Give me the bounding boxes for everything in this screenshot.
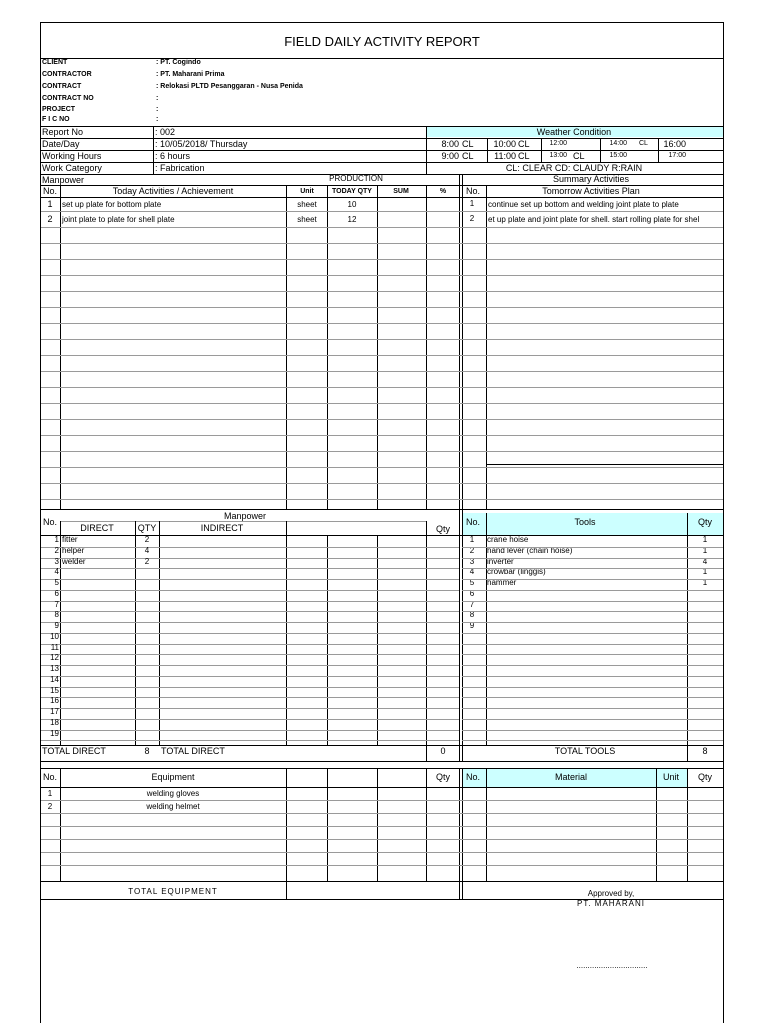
grid-line-h	[41, 881, 723, 882]
equipment-row-name: welding helmet	[146, 802, 200, 811]
grid-line-v	[487, 138, 488, 162]
tools-row-name: hand lever (chain hoise)	[487, 545, 573, 555]
manpower-row-qty: 2	[144, 556, 150, 566]
tools-row-no: 1	[469, 535, 475, 544]
tools-row-qty: 1	[702, 535, 708, 544]
grid-line-h	[462, 697, 723, 698]
manpower-no-header: No.	[42, 517, 58, 527]
equipment-row-no: 2	[47, 802, 53, 811]
grid-line-h	[462, 568, 723, 569]
manpower-row-no: 11	[50, 642, 59, 652]
qty-header: QTY	[137, 523, 157, 533]
grid-line-v	[600, 138, 601, 162]
manpower-row-no: 14	[50, 674, 59, 684]
grid-line-h	[41, 387, 723, 388]
manpower-row-no: 1	[54, 535, 59, 544]
activity-no: 2	[47, 214, 53, 224]
grid-line-h	[41, 435, 723, 436]
manpower-row-no: 10	[50, 631, 59, 641]
project-info-value: : Relokasi PLTD Pesanggaran - Nusa Penida	[156, 83, 303, 90]
grid-line-h	[41, 676, 459, 677]
equipment-row-name: welding gloves	[146, 789, 200, 798]
grid-line-h	[41, 865, 723, 866]
equipment-title: Equipment	[151, 772, 195, 782]
grid-line-h	[41, 800, 723, 801]
grid-line-h	[41, 419, 723, 420]
grid-line-h	[41, 451, 723, 452]
weather-time: 17:00	[668, 152, 686, 159]
total-direct-label: TOTAL DIRECT	[42, 746, 106, 756]
grid-line-h	[462, 665, 723, 666]
grid-line-h	[41, 611, 459, 612]
manpower-row-no: 18	[50, 717, 59, 727]
grid-line-v	[426, 126, 427, 174]
grid-line-h	[462, 654, 723, 655]
grid-line-h	[41, 697, 459, 698]
grid-line-h	[41, 813, 723, 814]
grid-line-h	[462, 730, 723, 731]
grid-line-h	[41, 730, 459, 731]
approver-company: PT. MAHARANI	[576, 899, 646, 908]
grid-line-v	[153, 126, 154, 174]
activity-unit: sheet	[297, 215, 317, 224]
grid-line-v	[286, 185, 287, 509]
grid-line-h	[462, 644, 723, 645]
tools-row-qty: 1	[702, 567, 708, 577]
today-qty-header: TODAY QTY	[332, 188, 372, 195]
grid-line-h	[41, 547, 459, 548]
tomorrow-text: continue set up bottom and welding joint plate to plate	[488, 200, 679, 209]
tomorrow-activities-header: Tomorrow Activities Plan	[542, 186, 640, 196]
activity-text: set up plate for bottom plate	[62, 200, 162, 209]
manpower-row-no: 3	[54, 556, 59, 566]
total-indirect-value: 0	[440, 746, 446, 756]
grid-line-h	[462, 558, 723, 559]
project-info-label: F I C NO	[42, 116, 70, 123]
grid-line-h	[41, 761, 723, 762]
grid-line-v	[377, 535, 378, 745]
grid-line-h	[41, 852, 723, 853]
manpower-row-no: 5	[54, 578, 59, 587]
weather-code: CL	[573, 151, 585, 161]
grid-line-h	[41, 745, 723, 746]
summary-label: Summary Activities	[552, 174, 630, 184]
weather-time: 13:00	[549, 152, 567, 159]
grid-line-h	[41, 227, 723, 228]
direct-header: DIRECT	[80, 523, 114, 533]
tomorrow-no: 2	[469, 214, 475, 223]
grid-line-h	[41, 197, 723, 198]
project-info-value: :	[156, 106, 159, 113]
grid-line-h	[41, 509, 723, 510]
approved-by-label: Approved by,	[587, 889, 635, 898]
material-unit-header: Unit	[662, 772, 680, 782]
manpower-row-no: 7	[54, 599, 59, 609]
grid-line-h	[462, 590, 723, 591]
grid-line-v	[377, 185, 378, 509]
tools-row-no: 8	[469, 610, 475, 620]
tomorrow-no: 1	[469, 199, 475, 208]
project-info-value: :	[156, 116, 159, 123]
tools-row-no: 7	[469, 599, 475, 609]
manpower-row-no: 12	[50, 653, 59, 663]
weather-time: 11:00	[494, 151, 516, 161]
grid-line-v	[687, 513, 688, 761]
project-info-label: CONTRACT NO	[42, 95, 94, 102]
grid-line-h	[41, 467, 723, 468]
tools-row-name: hammer	[487, 578, 517, 587]
weather-time: 8:00	[441, 139, 459, 149]
grid-line-h	[462, 611, 723, 612]
total-equipment-label: TOTAL EQUIPMENT	[128, 887, 218, 896]
grid-line-v	[541, 138, 542, 162]
grid-line-h	[462, 687, 723, 688]
report-info-value: : 002	[155, 127, 176, 137]
manpower-row-no: 15	[50, 685, 59, 695]
today-activities-header: Today Activities / Achievement	[112, 186, 234, 196]
grid-line-h	[462, 579, 723, 580]
tools-row-no: 3	[469, 556, 475, 566]
tools-row-name: inverter	[487, 556, 514, 566]
manpower-row-qty: 2	[144, 535, 150, 544]
weather-code: CL	[639, 140, 648, 147]
weather-time: 12:00	[549, 140, 567, 147]
indirect-qty-header: Qty	[435, 524, 451, 534]
grid-line-h	[41, 644, 459, 645]
manpower-row-qty: 4	[144, 545, 150, 555]
grid-line-h	[41, 150, 723, 151]
tools-no-header: No.	[465, 517, 481, 527]
grid-line-h	[462, 740, 723, 741]
grid-line-h	[41, 323, 723, 324]
activity-qty: 12	[347, 215, 357, 224]
title-bottom-line	[41, 58, 723, 59]
weather-title: Weather Condition	[536, 127, 612, 137]
production-label: PRODUCTION	[329, 174, 383, 183]
grid-line-h	[41, 371, 723, 372]
manpower-label: Manpower	[42, 175, 85, 185]
tools-row-name: crane hoise	[487, 535, 529, 544]
col-no-header: No.	[42, 186, 58, 196]
project-info-value: :	[156, 95, 159, 102]
grid-line-h	[462, 676, 723, 677]
grid-line-h	[41, 826, 723, 827]
equipment-no-header: No.	[42, 772, 58, 782]
weather-code: CL	[518, 139, 530, 149]
tools-row-qty: 1	[702, 545, 708, 555]
weather-code: CL	[518, 151, 530, 161]
grid-line-v	[459, 768, 460, 899]
indirect-header: INDIRECT	[200, 523, 244, 533]
grid-line-v	[327, 535, 328, 745]
activity-qty: 10	[347, 200, 357, 209]
grid-line-h	[41, 665, 459, 666]
report-sheet	[40, 22, 724, 1023]
total-tools-value: 8	[702, 746, 708, 756]
grid-line-h	[41, 601, 459, 602]
grid-line-h	[41, 355, 723, 356]
manpower-row-direct: helper	[62, 545, 85, 555]
report-info-value: : Fabrication	[155, 163, 205, 173]
tools-title: Tools	[574, 517, 596, 527]
manpower-title: Manpower	[223, 511, 267, 521]
equipment-row-no: 1	[47, 789, 53, 798]
manpower-row-no: 8	[54, 610, 59, 620]
grid-line-v	[459, 509, 460, 761]
report-info-label: Working Hours	[42, 151, 102, 161]
report-info-label: Report No	[42, 127, 84, 137]
grid-line-v	[327, 185, 328, 509]
grid-line-h	[41, 291, 723, 292]
grid-line-v	[426, 185, 427, 509]
project-info-label: CLIENT	[42, 59, 68, 66]
tools-row-no: 4	[469, 567, 475, 577]
equipment-qty-header: Qty	[435, 772, 451, 782]
tools-row-no: 5	[469, 578, 475, 587]
grid-line-h	[41, 787, 723, 788]
tools-row-name: crowbar (linggis)	[487, 567, 546, 577]
grid-line-h	[462, 601, 723, 602]
grid-line-h	[41, 839, 723, 840]
signature-line: ................................	[576, 961, 648, 970]
grid-line-h	[462, 719, 723, 720]
grid-line-h	[41, 259, 723, 260]
project-info-label: PROJECT	[42, 106, 76, 113]
activity-no: 1	[47, 199, 53, 209]
total-indirect-label: TOTAL DIRECT	[161, 746, 225, 756]
material-no-header: No.	[465, 772, 481, 782]
grid-line-h	[41, 211, 723, 212]
manpower-row-no: 19	[50, 728, 59, 738]
tools-row-no: 9	[469, 621, 475, 630]
grid-line-h	[41, 339, 723, 340]
tools-row-qty: 4	[702, 556, 708, 566]
grid-line-v	[462, 768, 463, 899]
activity-text: joint plate to plate for shell plate	[62, 215, 175, 224]
weather-time: 9:00	[441, 151, 459, 161]
total-direct-value: 8	[144, 746, 150, 756]
grid-line-h	[41, 719, 459, 720]
manpower-row-direct: welder	[62, 556, 86, 566]
grid-line-v	[486, 185, 487, 509]
report-info-label: Work Category	[42, 163, 102, 173]
grid-line-h	[41, 579, 459, 580]
col-no2-header: No.	[465, 186, 481, 196]
report-info-label: Date/Day	[42, 139, 80, 149]
grid-line-h	[41, 307, 723, 308]
grid-line-h	[41, 590, 459, 591]
report-info-value: : 10/05/2018/ Thursday	[155, 139, 248, 149]
grid-line-h	[41, 403, 723, 404]
manpower-row-no: 17	[50, 707, 59, 716]
project-info-label: CONTRACT	[42, 83, 82, 90]
grid-line-h	[41, 740, 459, 741]
weather-time: 10:00	[493, 139, 516, 149]
manpower-row-direct: fitter	[62, 535, 78, 544]
percent-header: %	[439, 188, 447, 195]
tomorrow-text: et up plate and joint plate for shell. start rolling plate for shel	[488, 215, 700, 224]
unit-header: Unit	[300, 188, 314, 195]
grid-line-h	[41, 687, 459, 688]
tools-row-no: 6	[469, 588, 475, 598]
grid-line-h	[462, 708, 723, 709]
grid-line-h	[41, 483, 723, 484]
grid-line-h	[462, 633, 723, 634]
project-info-value: : PT. Cogindo	[156, 59, 201, 66]
project-info-value: : PT. Maharani Prima	[156, 71, 225, 78]
weather-code: CL	[462, 139, 474, 149]
grid-line-v	[462, 174, 463, 509]
grid-line-h	[486, 464, 723, 465]
weather-code: CL	[462, 151, 474, 161]
grid-line-v	[60, 185, 61, 509]
grid-line-h	[41, 535, 723, 536]
tools-qty-header: Qty	[697, 517, 713, 527]
grid-line-h	[41, 622, 459, 623]
grid-line-h	[60, 521, 426, 522]
grid-line-v	[459, 174, 460, 509]
weather-legend: CL: CLEAR CD: CLAUDY R:RAIN	[505, 163, 643, 173]
activity-unit: sheet	[297, 200, 317, 209]
report-title: FIELD DAILY ACTIVITY REPORT	[284, 34, 480, 49]
tools-row-qty: 1	[702, 578, 708, 587]
grid-line-h	[41, 558, 459, 559]
report-info-value: : 6 hours	[155, 151, 191, 161]
weather-time: 16:00	[663, 139, 686, 149]
grid-line-h	[41, 243, 723, 244]
manpower-row-no: 9	[54, 621, 59, 630]
grid-line-v	[286, 768, 287, 899]
tools-row-no: 2	[469, 545, 475, 555]
manpower-row-no: 13	[50, 664, 59, 673]
grid-line-h	[41, 499, 723, 500]
grid-line-h	[41, 568, 459, 569]
manpower-row-no: 4	[54, 567, 59, 577]
sum-header: SUM	[393, 188, 409, 195]
material-qty-header: Qty	[697, 772, 713, 782]
grid-line-h	[462, 622, 723, 623]
grid-line-v	[658, 138, 659, 162]
grid-line-h	[41, 138, 723, 139]
manpower-row-no: 6	[54, 588, 59, 598]
grid-line-h	[41, 654, 459, 655]
total-tools-label: TOTAL TOOLS	[554, 746, 616, 756]
grid-line-h	[41, 708, 459, 709]
weather-time: 15:00	[609, 152, 627, 159]
manpower-row-no: 2	[54, 545, 59, 555]
grid-line-h	[41, 633, 459, 634]
grid-line-h	[41, 275, 723, 276]
project-info-label: CONTRACTOR	[42, 71, 92, 78]
material-title: Material	[554, 772, 588, 782]
manpower-row-no: 16	[50, 696, 59, 706]
weather-time: 14:00	[609, 140, 627, 147]
grid-line-h	[462, 547, 723, 548]
